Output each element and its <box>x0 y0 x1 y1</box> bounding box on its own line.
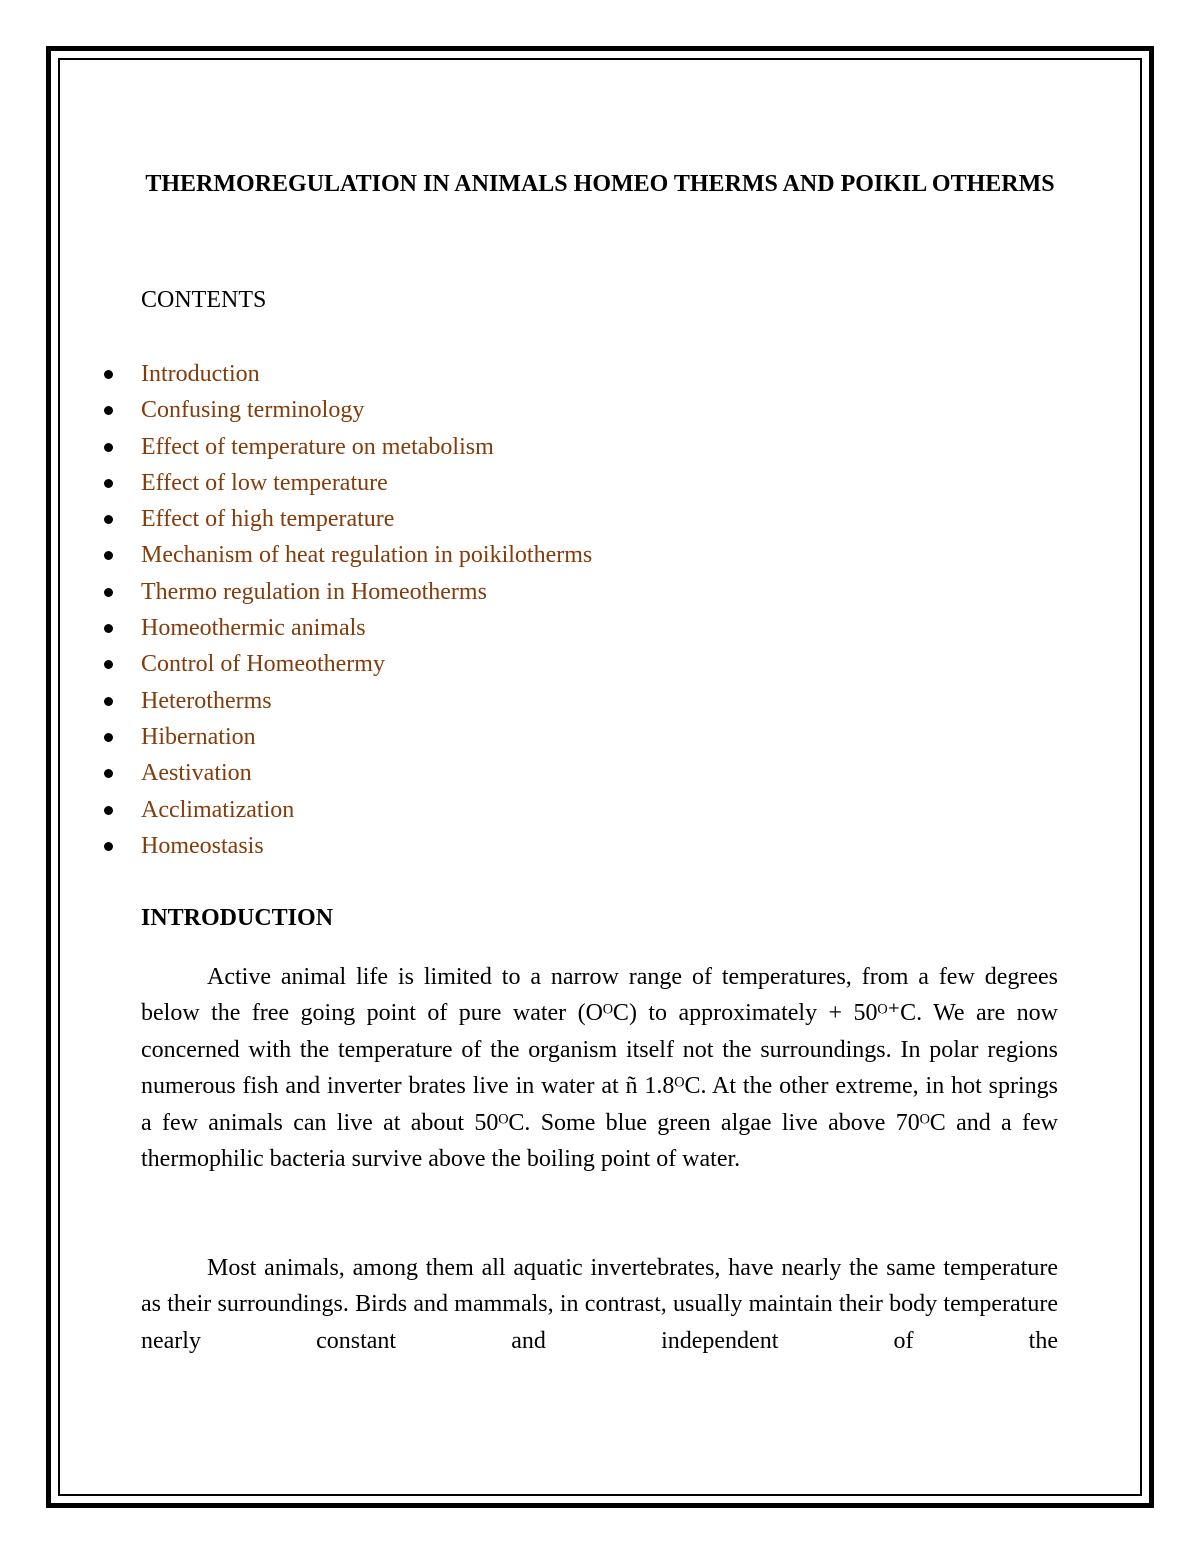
contents-item <box>0 719 1000 755</box>
contents-link[interactable]: Effect of temperature on metabolism <box>141 433 494 460</box>
contents-link[interactable]: Aestivation <box>141 760 252 787</box>
contents-list <box>0 356 1000 864</box>
contents-link[interactable]: Confusing terminology <box>141 397 365 424</box>
contents-item <box>0 574 1000 610</box>
contents-link[interactable]: Effect of low temperature <box>141 469 388 496</box>
bullet-icon <box>104 515 113 524</box>
contents-item <box>0 646 1000 682</box>
contents-link[interactable]: Effect of high temperature <box>141 506 395 533</box>
bullet-icon <box>104 660 113 669</box>
contents-link[interactable]: Control of Homeothermy <box>141 651 385 678</box>
bullet-icon <box>104 588 113 597</box>
contents-item <box>0 392 1000 428</box>
contents-item <box>0 683 1000 719</box>
contents-item <box>0 828 1000 864</box>
introduction-paragraph-2: Most animals, among them all aquatic invertebrates, have nearly the same temperature as their surroundings. Birds and mammals, in contrast, usually maintain their body temperature nearly constant and independent of the <box>141 1255 1058 1354</box>
contents-item <box>0 792 1000 828</box>
bullet-icon <box>104 370 113 379</box>
introduction-paragraph-1: Active animal life is limited to a narrow range of temperatures, from a few degrees below the free going point of pure water (OᴼC) to approximately + 50ᴼ⁺C. We are now concerned with the temperature of the organism itself not the surroundings. In polar regions numerous fish and inverter brates live in water at ñ 1.8ᴼC. At the other extreme, in hot springs a few animals can live at about 50ᴼC. Some blue green algae live above 70ᴼC and a few thermophilic bacteria survive above the boiling point of water. <box>141 964 1058 1173</box>
bullet-icon <box>104 842 113 851</box>
bullet-icon <box>104 406 113 415</box>
contents-item <box>0 501 1000 537</box>
bullet-icon <box>104 733 113 742</box>
contents-item <box>0 465 1000 501</box>
contents-link[interactable]: Heterotherms <box>141 687 272 714</box>
bullet-icon <box>104 551 113 560</box>
contents-link[interactable]: Acclimatization <box>141 796 295 823</box>
contents-item <box>0 610 1000 646</box>
bullet-icon <box>104 769 113 778</box>
contents-link[interactable]: Hibernation <box>141 723 256 750</box>
contents-link[interactable]: Homeothermic animals <box>141 615 366 642</box>
contents-heading: CONTENTS <box>141 287 267 313</box>
contents-link[interactable]: Thermo regulation in Homeotherms <box>141 578 487 605</box>
contents-item <box>0 755 1000 791</box>
contents-item <box>0 356 1000 392</box>
contents-item <box>0 429 1000 465</box>
bullet-icon <box>104 624 113 633</box>
introduction-heading: INTRODUCTION <box>141 905 334 931</box>
document-title: THERMOREGULATION IN ANIMALS HOMEO THERMS AND POIKIL OTHERMS <box>145 171 1055 197</box>
bullet-icon <box>104 697 113 706</box>
bullet-icon <box>104 479 113 488</box>
contents-link[interactable]: Mechanism of heat regulation in poikilotherms <box>141 542 593 569</box>
contents-link[interactable]: Homeostasis <box>141 832 264 859</box>
bullet-icon <box>104 806 113 815</box>
bullet-icon <box>104 443 113 452</box>
contents-item <box>0 537 1000 573</box>
contents-link[interactable]: Introduction <box>141 361 260 387</box>
